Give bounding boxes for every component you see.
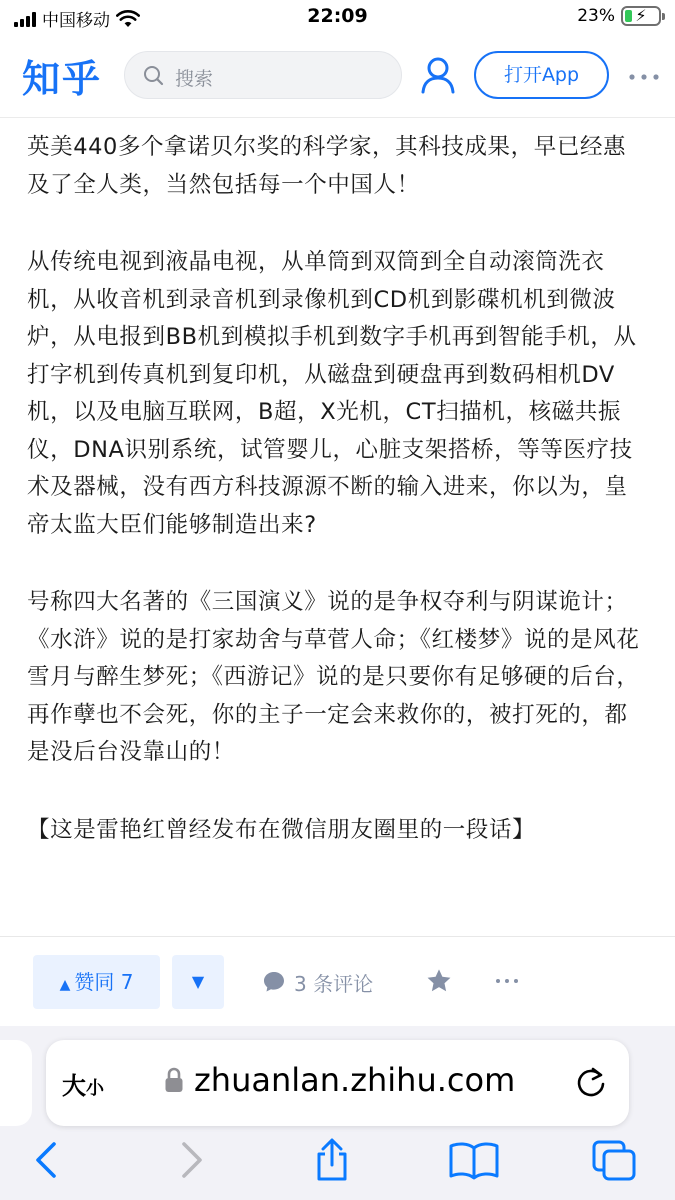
forward-icon[interactable]: [176, 1138, 208, 1182]
bookmarks-icon[interactable]: [448, 1138, 500, 1182]
triangle-up-icon: ▲: [59, 977, 71, 993]
search-placeholder: 搜索: [175, 68, 214, 90]
text-size-large: 大: [62, 1072, 86, 1100]
previous-tab-preview[interactable]: [0, 1040, 32, 1126]
article-body: [27, 118, 649, 936]
back-icon[interactable]: [30, 1138, 62, 1182]
upvote-button[interactable]: [33, 955, 160, 1009]
comment-button[interactable]: [262, 967, 373, 997]
battery-icon: [621, 6, 661, 26]
article-paragraph: 号称四大名著的《三国演义》说的是争权夺利与阴谋诡计；《水浒》说的是打家劫舍与草菅人命；《红楼梦》说的是风花雪月与醉生梦死；《西游记》说的是只要你有足够硬的后台，再作孽也不会死，你的主子一定会来救你的，被打死的，都是没后台没靠山的！: [27, 589, 640, 765]
address-bar[interactable]: [46, 1040, 629, 1126]
battery-percent: 23%: [577, 6, 615, 26]
carrier-name: 中国移动: [42, 11, 110, 31]
more-icon[interactable]: [628, 72, 660, 82]
charging-bolt-icon: ⚡: [635, 6, 647, 25]
status-bar: [0, 0, 675, 34]
more-icon[interactable]: [495, 977, 519, 985]
text-size-small: 小: [86, 1078, 104, 1099]
comment-icon: [262, 970, 286, 994]
site-header: [0, 34, 675, 118]
article-paragraph: 【这是雷艳红曾经发布在微信朋友圈里的一段话】: [27, 816, 536, 843]
status-right: [577, 6, 661, 26]
status-time: 22:09: [307, 5, 368, 27]
search-icon: [143, 65, 164, 86]
upvote-label: 赞同 7: [74, 970, 134, 994]
answer-action-bar: [0, 936, 675, 1026]
zhihu-logo[interactable]: 知乎: [22, 56, 103, 101]
tabs-icon[interactable]: [590, 1138, 638, 1182]
open-app-button[interactable]: 打开App: [474, 51, 609, 99]
url-text[interactable]: zhuanlan.zhihu.com: [194, 1061, 516, 1099]
downvote-button[interactable]: ▼: [172, 955, 224, 1009]
share-icon[interactable]: [312, 1138, 352, 1182]
user-icon[interactable]: [420, 56, 456, 94]
lock-icon: [164, 1066, 184, 1094]
comment-label: 3 条评论: [294, 971, 374, 996]
text-size-button[interactable]: [62, 1066, 104, 1101]
article-paragraph: 英美440多个拿诺贝尔奖的科学家，其科技成果，早已经惠及了全人类，当然包括每一个中国人！: [27, 134, 627, 198]
star-icon[interactable]: [425, 967, 453, 995]
article-paragraph: 从传统电视到液晶电视，从单筒到双筒到全自动滚筒洗衣机，从收音机到录音机到录像机到CD机到影碟机机到微波炉，从电报到BB机到模拟手机到数字手机再到智能手机，从打字机到传真机到复印机，从磁盘到硬盘再到数码相机DV机，以及电脑互联网，B超，X光机，CT扫描机，核磁共振仪，DNA识别系统，试管婴儿，心脏支架搭桥，等等医疗技术及器械，没有西方科技源源不断的输入进来，你以为，皇帝太监大臣们能够制造出来?: [27, 249, 637, 538]
search-input[interactable]: [124, 51, 402, 99]
reload-icon[interactable]: [574, 1065, 608, 1099]
browser-toolbar: [0, 1126, 675, 1200]
